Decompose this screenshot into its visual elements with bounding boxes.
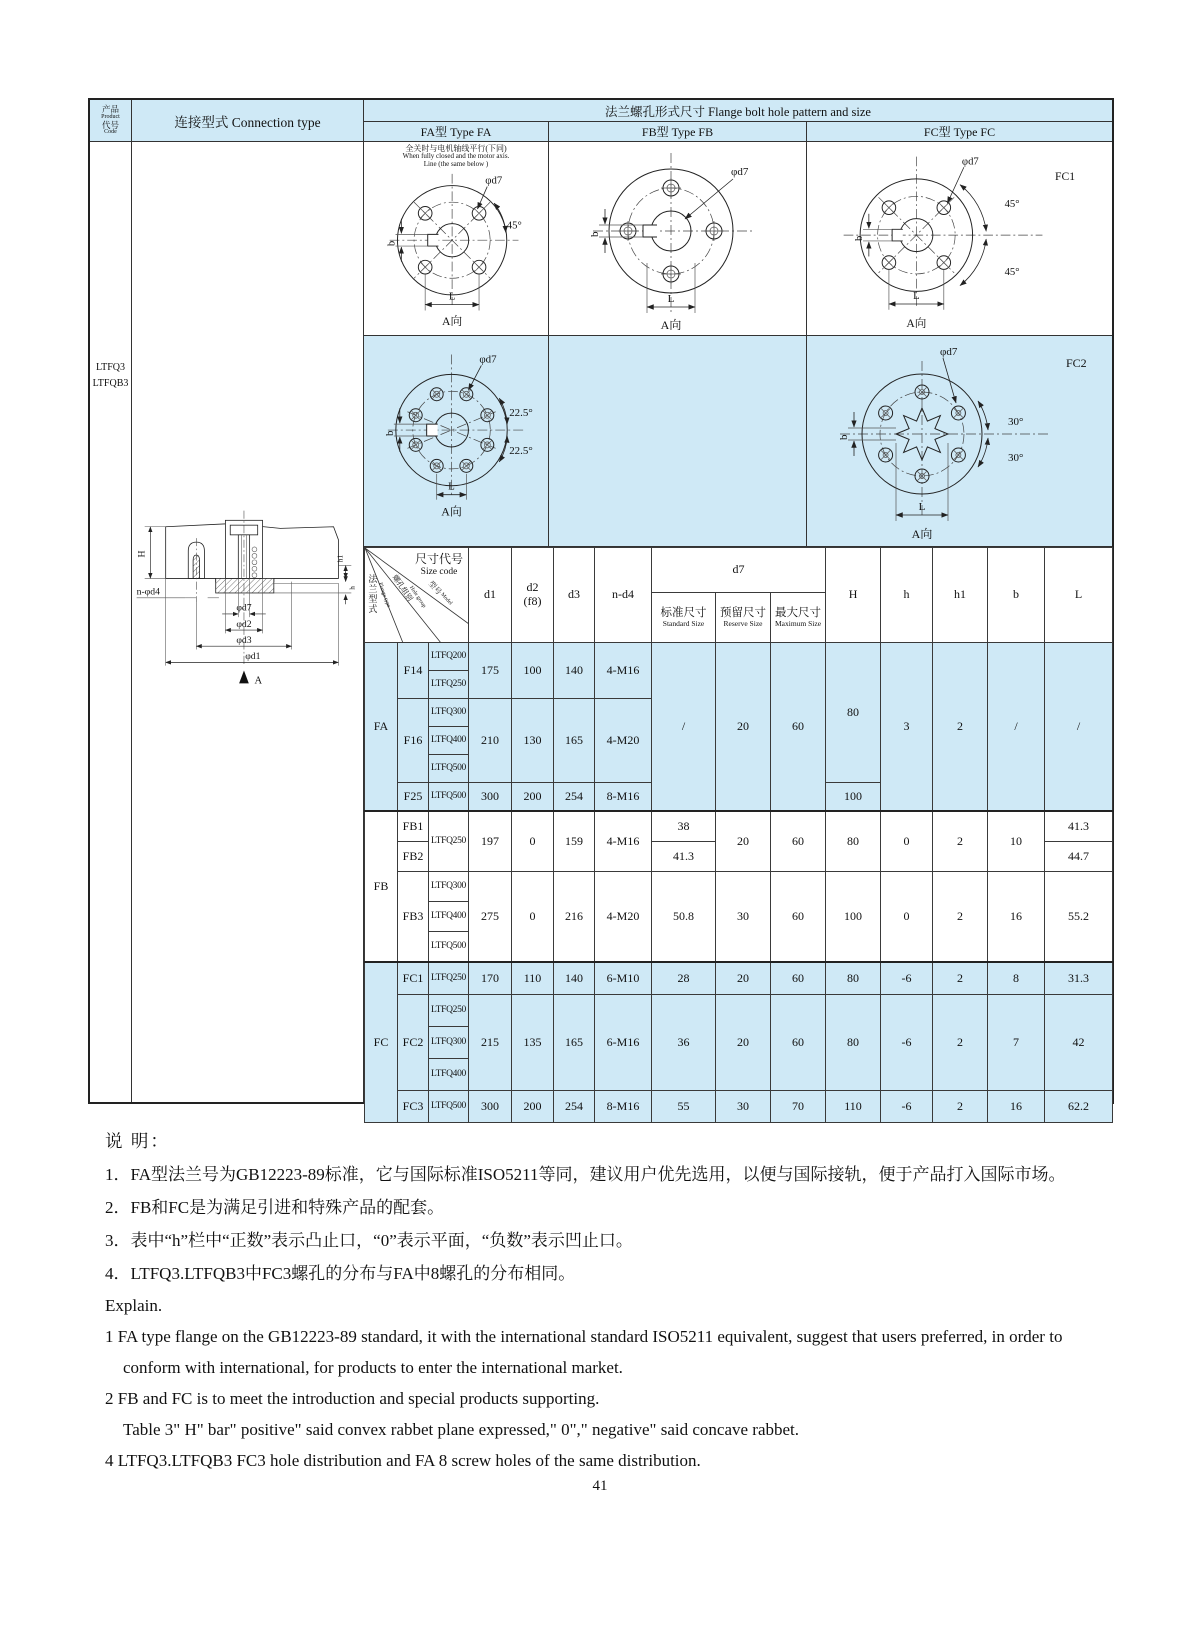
model-cell: LTFQ400 (429, 1059, 469, 1091)
dim-label-h1: h1 (336, 555, 345, 563)
value-cell: 100 (512, 643, 554, 699)
col-header-type-fa (364, 122, 549, 142)
section-cell-fa: FA (365, 643, 398, 812)
value-cell: 6-M16 (595, 995, 652, 1091)
note-en-4: 4 LTFQ3.LTFQB3 FC3 hole distribution and FA 8 screw holes of the same distribution. (105, 1451, 701, 1470)
value-cell: 62.2 (1045, 1091, 1113, 1123)
flange-type-header-en: Flange type (376, 581, 392, 609)
value-cell: 36 (652, 995, 716, 1091)
dim-label-45-bottom: 45° (1004, 266, 1020, 278)
value-cell: 55 (652, 1091, 716, 1123)
col-header-standard-size (652, 593, 716, 643)
value-cell: 55.2 (1045, 872, 1113, 963)
col-header-type-fc (807, 122, 1112, 142)
dim-label-d1: φd1 (245, 651, 261, 663)
value-cell: 135 (512, 995, 554, 1091)
dim-label-b: b (383, 430, 396, 437)
value-cell: 60 (771, 872, 826, 963)
view-a-label: A向 (441, 315, 462, 329)
group-cell: F25 (398, 783, 429, 812)
model-cell: LTFQ500 (429, 1091, 469, 1123)
value-cell: 300 (469, 783, 512, 812)
group-header-cn: 螺孔组别 (390, 572, 415, 603)
col-header-d2 (512, 548, 554, 643)
dim-label-225-top: 22.5° (509, 407, 533, 420)
value-cell: 50.8 (652, 872, 716, 963)
model-cell: LTFQ250 (429, 995, 469, 1027)
col-header-d2-main: d2 (526, 580, 539, 595)
value-cell: 110 (826, 1091, 881, 1123)
group-cell: FC3 (398, 1091, 429, 1123)
dim-label-L: L (912, 290, 920, 302)
dim-label-L: L (448, 290, 455, 303)
value-cell: 2 (933, 643, 988, 812)
flange-diagram-fc1 (810, 143, 1110, 335)
model-cell: LTFQ400 (429, 902, 469, 932)
value-cell: 0 (512, 872, 554, 963)
diagram-cell-fb-empty (549, 336, 807, 547)
value-cell: 8-M16 (595, 1091, 652, 1123)
value-cell: 0 (512, 811, 554, 872)
value-cell: 210 (469, 699, 512, 783)
value-cell: 2 (933, 995, 988, 1091)
flange-pattern-title (364, 100, 1112, 122)
fa-note-line3: Line (the same below ) (423, 159, 489, 168)
value-cell: 41.3 (1045, 811, 1113, 842)
value-cell: 7 (988, 995, 1045, 1091)
dim-label-d7: φd7 (479, 353, 497, 366)
value-cell: 60 (771, 643, 826, 812)
value-cell: 140 (554, 962, 595, 995)
dim-label-d3: φd3 (236, 635, 252, 647)
flange-diagram-fa-8hole (364, 348, 548, 534)
dim-label-d7: φd7 (961, 155, 979, 167)
connection-cross-section-diagram (135, 504, 361, 690)
connection-type-label: 连接型式 Connection type (174, 114, 321, 130)
value-cell: 3 (881, 643, 933, 812)
standard-size-cn: 标准尺寸 (660, 607, 707, 620)
value-cell: 100 (826, 872, 881, 963)
value-cell: 31.3 (1045, 962, 1113, 995)
model-cell: LTFQ500 (429, 932, 469, 963)
model-cell: LTFQ250 (429, 671, 469, 699)
product-code-en2: Code (104, 129, 117, 136)
view-a-label: A向 (911, 526, 932, 541)
value-cell: 28 (652, 962, 716, 995)
value-cell: 4-M16 (595, 811, 652, 872)
dim-label-d7: φd7 (730, 165, 748, 178)
product-code-ltfq3: LTFQ3 (95, 362, 126, 373)
maximum-size-cn: 最大尺寸 (775, 607, 822, 620)
notes (105, 1124, 1107, 1476)
value-cell: 300 (469, 1091, 512, 1123)
value-cell: 159 (554, 811, 595, 872)
value-cell: 38 (652, 811, 716, 842)
value-cell: 20 (716, 995, 771, 1091)
dim-label-30-top: 30° (1007, 415, 1023, 428)
value-cell: 4-M20 (595, 872, 652, 963)
model-cell: LTFQ500 (429, 755, 469, 783)
col-header-reserve-size (716, 593, 771, 643)
value-cell: 60 (771, 962, 826, 995)
diagram-cell-fa8 (364, 336, 549, 547)
col-header-L: L (1045, 548, 1113, 643)
type-fa-label: FA型 Type FA (420, 125, 492, 139)
value-cell: 0 (881, 811, 933, 872)
value-cell: 254 (554, 1091, 595, 1123)
col-header-d7: d7 (652, 548, 826, 593)
model-cell: LTFQ500 (429, 783, 469, 812)
group-cell: FB1 (398, 811, 429, 842)
value-cell: 60 (771, 811, 826, 872)
col-header-product-code (90, 100, 132, 142)
model-cell: LTFQ300 (429, 699, 469, 727)
group-cell: FC2 (398, 995, 429, 1091)
value-cell: 20 (716, 811, 771, 872)
value-cell: -6 (881, 962, 933, 995)
maximum-size-en: Maximum Size (775, 619, 822, 629)
product-code-en1: Product (101, 114, 120, 121)
dim-label-30-bottom: 30° (1007, 451, 1023, 464)
product-code-cn1: 产品 (101, 104, 119, 115)
view-a-label: A向 (660, 317, 681, 332)
value-cell: 2 (933, 1091, 988, 1123)
value-cell: 254 (554, 783, 595, 812)
col-header-maximum-size (771, 593, 826, 643)
dim-label-n-d4: n-φd4 (136, 586, 160, 598)
value-cell: 30 (716, 1091, 771, 1123)
value-cell: 175 (469, 643, 512, 699)
group-cell: FB2 (398, 842, 429, 872)
value-cell: 16 (988, 1091, 1045, 1123)
dim-label-L: L (918, 500, 925, 513)
model-cell: LTFQ200 (429, 643, 469, 671)
value-cell: 80 (826, 811, 881, 872)
value-cell: 216 (554, 872, 595, 963)
flange-diagram-fb (553, 143, 803, 335)
value-cell: 215 (469, 995, 512, 1091)
standard-size-en: Standard Size (662, 619, 705, 629)
section-cell-fb: FB (365, 811, 398, 962)
value-cell: 200 (512, 1091, 554, 1123)
flange-diagram-fa (364, 168, 549, 330)
col-header-b: b (988, 548, 1045, 643)
view-a-arrow-icon (239, 670, 249, 683)
size-code-header-cn: 尺寸代号 (415, 552, 464, 566)
value-cell: 60 (771, 995, 826, 1091)
value-cell: 2 (933, 811, 988, 872)
col-header-h: h (881, 548, 933, 643)
value-cell: 80 (826, 995, 881, 1091)
type-fc-label: FC型 Type FC (923, 125, 996, 139)
value-cell: 0 (881, 872, 933, 963)
model-cell: LTFQ300 (429, 872, 469, 902)
group-cell: FC1 (398, 962, 429, 995)
value-cell: 10 (988, 811, 1045, 872)
dim-label-45: 45° (506, 219, 522, 232)
group-cell: F16 (398, 699, 429, 783)
fa-note-line1: 全关时与电机轴线平行(下同) (405, 144, 507, 153)
value-cell: -6 (881, 995, 933, 1091)
col-header-d2-sub: (f8) (523, 594, 542, 608)
diagram-cell-fc2 (807, 336, 1112, 547)
value-cell: 16 (988, 872, 1045, 963)
dim-label-225-bottom: 22.5° (509, 444, 533, 457)
flange-type-header-cn: 法兰型式 (367, 574, 378, 614)
value-cell: 80 (826, 643, 881, 783)
dim-label-b: b (385, 240, 398, 247)
note-cn-2: 2．FB和FC是为满足引进和特殊产品的配套。 (105, 1198, 445, 1217)
value-cell: / (652, 643, 716, 812)
group-cell: F14 (398, 643, 429, 699)
reserve-size-cn: 预留尺寸 (720, 607, 767, 620)
flange-diagram-fc2 (810, 339, 1110, 544)
col-header-n-d4: n-d4 (595, 548, 652, 643)
model-cell: LTFQ250 (429, 811, 469, 872)
table-corner-cell (365, 548, 469, 643)
notes-title-cn: 说 明： (105, 1131, 170, 1151)
col-header-H: H (826, 548, 881, 643)
dim-label-b: b (588, 231, 601, 237)
section-cell-fc: FC (365, 962, 398, 1123)
value-cell: / (988, 643, 1045, 812)
product-code-cn2: 代号 (101, 119, 119, 130)
note-cn-3: 3．表中“h”栏中“正数”表示凸止口，“0”表示平面，“负数”表示凹止口。 (105, 1231, 633, 1250)
group-cell: FB3 (398, 872, 429, 963)
value-cell: 200 (512, 783, 554, 812)
value-cell: / (1045, 643, 1113, 812)
col-header-d3: d3 (554, 548, 595, 643)
diagram-cell-fc1 (807, 142, 1112, 336)
note-en-2: 2 FB and FC is to meet the introduction and special products supporting. (105, 1389, 600, 1408)
value-cell: 4-M16 (595, 643, 652, 699)
product-code-ltfqb3: LTFQB3 (92, 378, 129, 389)
model-header-en: Model (439, 591, 454, 607)
notes-title-en: Explain. (105, 1296, 163, 1315)
diagram-cell-fb (549, 142, 807, 336)
view-a-label: A (254, 675, 263, 687)
dim-label-d7-section: φd7 (236, 602, 252, 614)
model-cell: LTFQ250 (429, 962, 469, 995)
value-cell: 170 (469, 962, 512, 995)
dim-label-d7: φd7 (484, 174, 502, 187)
note-en-1: 1 FA type flange on the GB12223-89 standard, it with the international standard ISO5211 equivalent, suggest that users preferred, in order to conform with international, for products to enter the international market. (105, 1327, 1063, 1377)
diagram-cell-fa (364, 142, 549, 336)
value-cell: 110 (512, 962, 554, 995)
value-cell: 140 (554, 643, 595, 699)
dim-label-45-top: 45° (1004, 198, 1020, 210)
dim-label-d7: φd7 (939, 345, 957, 358)
value-cell: 80 (826, 962, 881, 995)
fc1-label: FC1 (1054, 169, 1075, 183)
model-cell: LTFQ300 (429, 1027, 469, 1059)
size-code-header-en: Size code (420, 566, 458, 577)
view-a-label: A向 (441, 504, 462, 519)
dim-label-b: b (837, 434, 850, 440)
value-cell: 41.3 (652, 842, 716, 872)
flange-pattern-title-text: 法兰螺孔形式尺寸 Flange bolt hole pattern and size (605, 104, 871, 119)
value-cell: 165 (554, 699, 595, 783)
view-a-label: A向 (905, 316, 926, 330)
col-header-connection-type (132, 100, 364, 142)
product-code-cell (90, 142, 132, 1102)
value-cell: 2 (933, 962, 988, 995)
dim-label-d2: φd2 (236, 618, 252, 630)
type-fb-label: FB型 Type FB (641, 125, 714, 139)
dimension-table (364, 547, 1113, 1123)
group-header-en: Hole group (408, 585, 428, 610)
value-cell: 70 (771, 1091, 826, 1123)
value-cell: 100 (826, 783, 881, 812)
col-header-h1: h1 (933, 548, 988, 643)
value-cell: 6-M10 (595, 962, 652, 995)
col-header-type-fb (549, 122, 807, 142)
note-cn-1: 1．FA型法兰号为GB12223-89标准，它与国际标准ISO5211等同，建议用户优先选用，以便与国际接轨，便于产品打入国际市场。 (105, 1165, 1066, 1184)
value-cell: 44.7 (1045, 842, 1113, 872)
value-cell: 30 (716, 872, 771, 963)
value-cell: 165 (554, 995, 595, 1091)
note-cn-4: 4．LTFQ3.LTFQB3中FC3螺孔的分布与FA中8螺孔的分布相同。 (105, 1264, 576, 1283)
dim-label-b: b (853, 235, 865, 241)
model-header-cn: 型号 (426, 579, 444, 597)
note-en-3: Table 3" H" bar" positive" said convex rabbet plane expressed," 0"," negative" said concave rabbet. (123, 1420, 800, 1439)
col-header-d1: d1 (469, 548, 512, 643)
dim-label-H: H (136, 550, 148, 558)
value-cell: -6 (881, 1091, 933, 1123)
fa-note-line2: When fully closed and the motor axis. (402, 152, 510, 161)
flange-table (88, 98, 1114, 1113)
value-cell: 42 (1045, 995, 1113, 1091)
dim-label-L: L (448, 480, 455, 493)
page-number: 41 (592, 1478, 608, 1494)
dim-label-L: L (667, 292, 674, 305)
model-cell: LTFQ400 (429, 727, 469, 755)
value-cell: 130 (512, 699, 554, 783)
connection-type-cell (132, 142, 364, 1102)
value-cell: 275 (469, 872, 512, 963)
dim-label-h: h (348, 586, 357, 590)
value-cell: 8 (988, 962, 1045, 995)
value-cell: 2 (933, 872, 988, 963)
value-cell: 20 (716, 962, 771, 995)
value-cell: 8-M16 (595, 783, 652, 812)
value-cell: 4-M20 (595, 699, 652, 783)
reserve-size-en: Reserve Size (723, 619, 763, 629)
fc2-label: FC2 (1065, 355, 1087, 370)
value-cell: 197 (469, 811, 512, 872)
value-cell: 20 (716, 643, 771, 812)
